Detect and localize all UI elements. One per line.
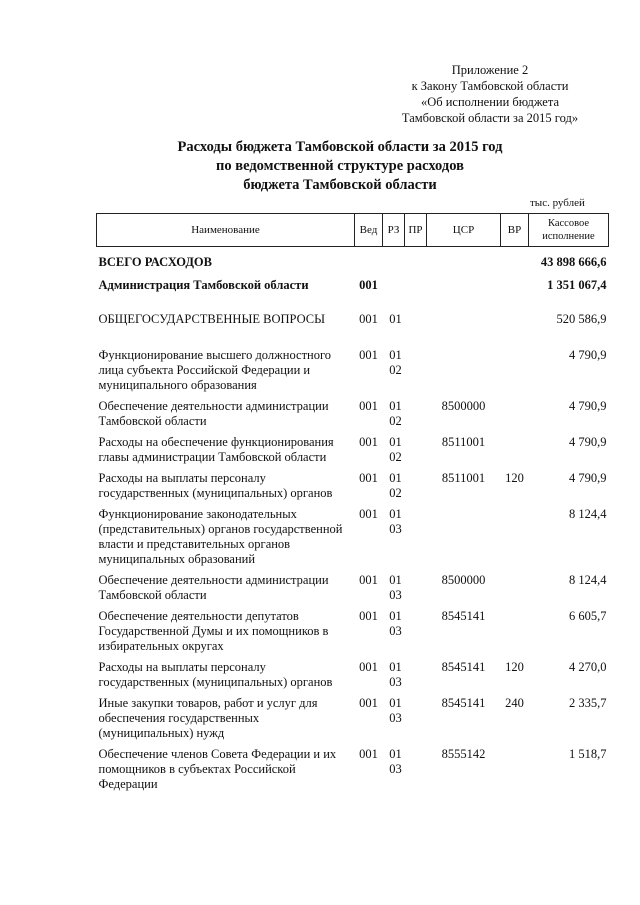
annex-line-3: «Об исполнении бюджета xyxy=(420,95,560,109)
row-rz: 01 xyxy=(389,609,402,623)
row-pr: 03 xyxy=(389,624,402,638)
row-pr: 03 xyxy=(389,675,402,689)
table-row xyxy=(97,660,609,696)
row-pr: 03 xyxy=(389,711,402,725)
row-vr xyxy=(501,348,529,399)
row-rz-pr xyxy=(383,609,427,660)
annex-line-2: к Закону Тамбовской области xyxy=(411,79,569,93)
row-vr xyxy=(501,609,529,660)
row-name: Администрация Тамбовской области xyxy=(98,278,309,292)
header-amount: Кассовое исполнение xyxy=(529,214,609,247)
header-rz-pr xyxy=(383,214,427,247)
row-amount: 2 335,7 xyxy=(569,696,607,710)
row-vr xyxy=(501,312,529,348)
table-row xyxy=(97,471,609,507)
row-amount: 6 605,7 xyxy=(569,609,607,623)
row-amount: 4 790,9 xyxy=(569,399,607,413)
annex-block xyxy=(380,62,600,126)
row-vr xyxy=(501,278,529,312)
row-rz-pr xyxy=(383,696,427,747)
row-csr: 8545141 xyxy=(441,660,486,674)
table-row xyxy=(97,348,609,399)
row-rz: 01 xyxy=(389,312,402,326)
expenditure-table xyxy=(96,213,609,798)
row-vr xyxy=(501,399,529,435)
row-name: Иные закупки товаров, работ и услуг для обеспечения государственных (муниципальных) нужд xyxy=(98,696,318,740)
row-rz: 01 xyxy=(389,573,402,587)
table-header-row xyxy=(97,214,609,247)
row-amount: 4 790,9 xyxy=(569,471,607,485)
row-amount: 1 518,7 xyxy=(569,747,607,761)
row-ved: 001 xyxy=(359,609,378,623)
row-ved: 001 xyxy=(359,696,378,710)
row-name: Функционирование высшего должностного лица субъекта Российской Федерации и муниципального образования xyxy=(98,348,332,392)
row-amount: 4 270,0 xyxy=(569,660,607,674)
row-amount: 8 124,4 xyxy=(569,507,607,521)
row-csr xyxy=(427,312,501,348)
total-amount: 43 898 666,6 xyxy=(540,255,607,269)
row-name: Обеспечение деятельности администрации Тамбовской области xyxy=(98,573,329,602)
table-row xyxy=(97,573,609,609)
row-csr: 8500000 xyxy=(441,573,486,587)
row-csr: 8545141 xyxy=(441,696,486,710)
title-line-1: Расходы бюджета Тамбовской области за 2015 год xyxy=(177,139,503,155)
row-rz-pr xyxy=(383,435,427,471)
table-row xyxy=(97,507,609,573)
row-amount: 520 586,9 xyxy=(556,312,607,326)
table-row xyxy=(97,399,609,435)
row-csr: 8511001 xyxy=(441,435,486,449)
row-rz: 01 xyxy=(389,507,402,521)
row-csr xyxy=(427,278,501,312)
row-amount: 4 790,9 xyxy=(569,348,607,362)
row-ved: 001 xyxy=(359,747,378,761)
row-pr: 02 xyxy=(389,414,402,428)
header-csr: ЦСР xyxy=(427,214,501,247)
row-ved: 001 xyxy=(359,507,378,521)
row-amount: 1 351 067,4 xyxy=(547,278,607,292)
row-name: Расходы на обеспечение функционирования главы администрации Тамбовской области xyxy=(98,435,334,464)
title-line-2: по ведомственной структуре расходов xyxy=(216,158,464,174)
row-vr xyxy=(501,435,529,471)
row-name: Расходы на выплаты персоналу государственных (муниципальных) органов xyxy=(98,660,333,689)
row-vr: 120 xyxy=(505,471,524,485)
row-rz: 01 xyxy=(389,471,402,485)
row-rz-pr xyxy=(383,747,427,798)
document-title xyxy=(130,138,550,195)
table-row xyxy=(97,747,609,798)
header-ved: Вед xyxy=(355,214,383,247)
row-name: Обеспечение деятельности депутатов Государственной Думы и их помощников в избирательных округах xyxy=(98,609,329,653)
row-rz-pr xyxy=(383,660,427,696)
row-vr xyxy=(501,507,529,573)
row-ved: 001 xyxy=(359,573,378,587)
row-rz-pr xyxy=(383,312,427,348)
row-rz-pr xyxy=(383,348,427,399)
table-row xyxy=(97,312,609,348)
row-rz-pr xyxy=(383,471,427,507)
row-csr: 8511001 xyxy=(441,471,486,485)
row-rz-pr xyxy=(383,399,427,435)
total-name: ВСЕГО РАСХОДОВ xyxy=(98,255,212,269)
row-ved: 001 xyxy=(359,312,378,326)
row-amount: 4 790,9 xyxy=(569,435,607,449)
row-rz: 01 xyxy=(389,399,402,413)
row-name: Функционирование законодательных (представительных) органов государственной власти и представительных органов муниципальных образований xyxy=(98,507,343,566)
row-csr xyxy=(427,507,501,573)
table-row xyxy=(97,278,609,312)
row-rz-pr xyxy=(383,278,427,312)
row-ved: 001 xyxy=(359,471,378,485)
header-vr: ВР xyxy=(501,214,529,247)
row-vr xyxy=(501,747,529,798)
row-vr: 120 xyxy=(505,660,524,674)
row-name: ОБЩЕГОСУДАРСТВЕННЫЕ ВОПРОСЫ xyxy=(98,312,326,326)
row-rz: 01 xyxy=(389,696,402,710)
row-name: Обеспечение деятельности администрации Тамбовской области xyxy=(98,399,329,428)
table-row xyxy=(97,609,609,660)
row-csr xyxy=(427,348,501,399)
row-ved: 001 xyxy=(359,399,378,413)
row-ved: 001 xyxy=(359,435,378,449)
row-pr: 02 xyxy=(389,486,402,500)
table-row xyxy=(97,696,609,747)
row-vr xyxy=(501,573,529,609)
row-rz: 01 xyxy=(389,348,402,362)
annex-line-4: Тамбовской области за 2015 год» xyxy=(401,111,579,125)
annex-line-1: Приложение 2 xyxy=(451,63,529,77)
row-pr: 02 xyxy=(389,363,402,377)
row-rz-pr xyxy=(383,507,427,573)
row-rz: 01 xyxy=(389,435,402,449)
header-pr: ПР xyxy=(408,224,423,236)
units-label: тыс. рублей xyxy=(530,197,585,209)
row-rz: 01 xyxy=(389,747,402,761)
row-vr: 240 xyxy=(505,696,524,710)
row-name: Обеспечение членов Совета Федерации и их помощников в субъектах Российской Федерации xyxy=(98,747,337,791)
row-rz: 01 xyxy=(389,660,402,674)
row-csr: 8500000 xyxy=(441,399,486,413)
row-pr: 03 xyxy=(389,762,402,776)
table-row xyxy=(97,435,609,471)
row-pr: 03 xyxy=(389,522,402,536)
header-rz: РЗ xyxy=(383,214,405,246)
row-name: Расходы на выплаты персоналу государственных (муниципальных) органов xyxy=(98,471,333,500)
row-pr: 02 xyxy=(389,450,402,464)
total-row xyxy=(97,253,609,278)
row-ved: 001 xyxy=(359,278,378,292)
row-ved: 001 xyxy=(359,348,378,362)
header-name: Наименование xyxy=(97,214,355,247)
row-csr: 8545141 xyxy=(441,609,486,623)
row-amount: 8 124,4 xyxy=(569,573,607,587)
row-rz-pr xyxy=(383,573,427,609)
row-ved: 001 xyxy=(359,660,378,674)
title-line-3: бюджета Тамбовской области xyxy=(243,177,437,193)
row-pr: 03 xyxy=(389,588,402,602)
row-csr: 8555142 xyxy=(441,747,486,761)
